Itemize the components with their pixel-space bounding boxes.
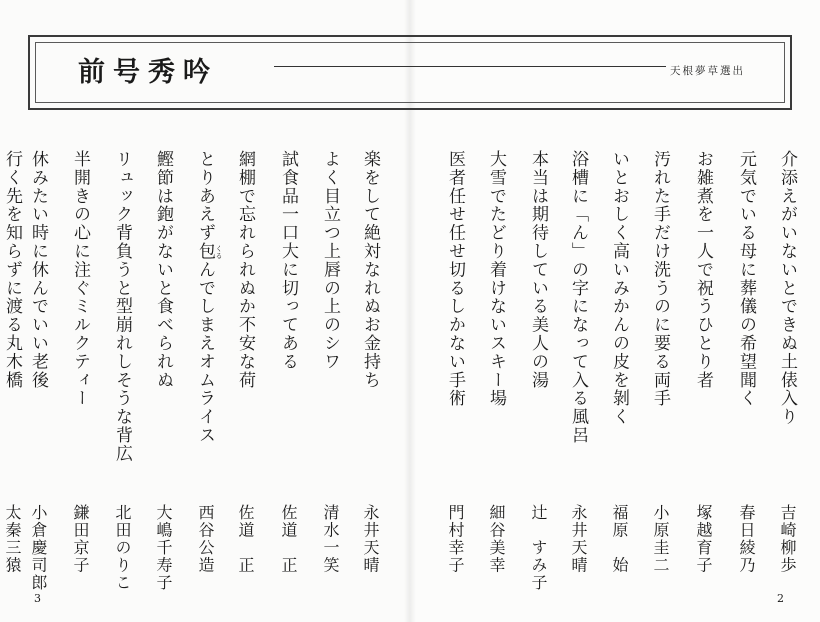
poem-text: 介添えがいないとできぬ土俵入り xyxy=(777,150,797,426)
poem-column xyxy=(358,150,382,610)
poem-author: 清水一笑 xyxy=(321,504,340,574)
poem-author: 吉崎柳歩 xyxy=(778,504,797,574)
page-number-left: 3 xyxy=(34,592,41,605)
poem-column xyxy=(193,150,223,610)
page-title: 前号秀吟 xyxy=(78,57,218,88)
poem-column xyxy=(607,150,631,610)
poem-author: 辻 すみ子 xyxy=(529,504,548,592)
poem-author: 永井天晴 xyxy=(361,504,380,574)
poem-author: 小倉慶司郎 xyxy=(29,504,48,592)
selector-credit: 天根夢草選出 xyxy=(670,65,745,77)
poem-text: 網棚で忘れられぬか不安な荷 xyxy=(235,150,255,390)
poem-text: 休みたい時に休んでいい老後 xyxy=(28,150,48,390)
poem-column xyxy=(68,150,92,610)
poem-text: 医者任せ任せ切るしかない手術 xyxy=(445,150,465,408)
poem-column xyxy=(526,150,550,610)
poem-text: 元気でいる母に葬儀の希望聞く xyxy=(736,150,756,408)
poem-author: 永井天晴 xyxy=(569,504,588,574)
poem-column xyxy=(26,150,50,610)
poem-text: 浴槽に「ん」の字になって入る風呂 xyxy=(568,150,588,445)
poem-column xyxy=(233,150,257,610)
poem-text: 汚れた手だけ洗うのに要る両手 xyxy=(650,150,670,408)
poem-author: 佐道 正 xyxy=(279,504,298,574)
poem-author: 春日綾乃 xyxy=(737,504,756,574)
poem-column xyxy=(775,150,799,610)
poem-author: 太秦三猿 xyxy=(3,504,22,574)
poem-column xyxy=(484,150,508,610)
poem-author: 小原圭二 xyxy=(651,504,670,574)
poem-author: 大嶋千寿子 xyxy=(154,504,173,592)
page-number-right: 2 xyxy=(777,592,784,605)
poem-column xyxy=(566,150,590,610)
poem-column xyxy=(151,150,175,610)
poem-text: とりあえず包んでしまえオムライス xyxy=(195,150,215,445)
poem-column xyxy=(691,150,715,610)
poem-text: 本当は期待している美人の湯 xyxy=(528,150,548,390)
title-rule xyxy=(274,66,666,67)
poem-column xyxy=(110,150,134,610)
poem-column xyxy=(0,150,24,610)
poem-text: 鰹節は鉋がないと食べられぬ xyxy=(153,150,173,390)
poem-text: 試食品一口大に切ってある xyxy=(278,150,298,371)
poem-text: お雑煮を一人で祝うひとり者 xyxy=(693,150,713,390)
poem-text: 行く先を知らずに渡る丸木橋 xyxy=(2,150,22,390)
poem-text: よく目立つ上唇の上のシワ xyxy=(320,150,340,371)
poem-column xyxy=(734,150,758,610)
poem-author: 門村幸子 xyxy=(446,504,465,574)
poem-author: 佐道 正 xyxy=(236,504,255,574)
poem-text: 大雪でたどり着けないスキー場 xyxy=(486,150,506,408)
poem-column xyxy=(318,150,342,610)
poem-text: 半開きの心に注ぐミルクティー xyxy=(70,150,90,408)
poem-author: 福原 始 xyxy=(610,504,629,574)
poem-text: リュック背負うと型崩れしそうな背広 xyxy=(112,150,132,463)
poem-column xyxy=(443,150,467,610)
poem-column xyxy=(276,150,300,610)
poem-author: 塚越育子 xyxy=(694,504,713,574)
poem-author: 北田のりこ xyxy=(113,504,132,592)
poem-text: いとおしく高いみかんの皮を剝く xyxy=(609,150,629,426)
poem-column xyxy=(648,150,672,610)
poem-author: 鎌田京子 xyxy=(71,504,90,574)
poem-author: 西谷公造 xyxy=(196,504,215,574)
ruby-reading: くる xyxy=(215,245,223,259)
poem-text: 楽をして絶対なれぬお金持ち xyxy=(360,150,380,390)
poem-author: 細谷美幸 xyxy=(487,504,506,574)
